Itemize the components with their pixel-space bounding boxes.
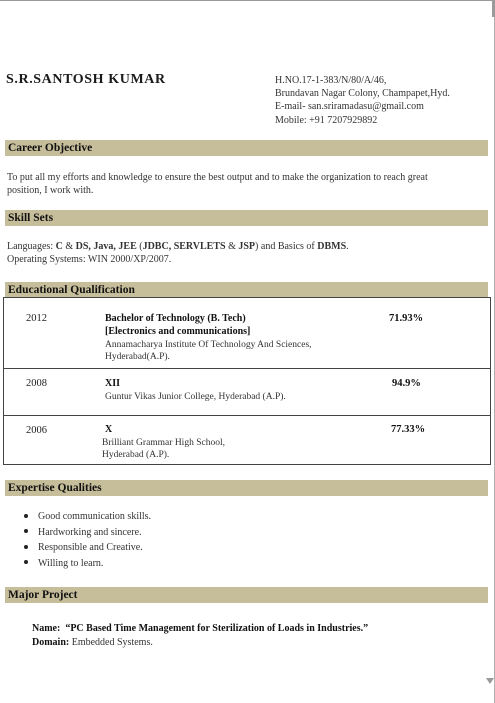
- contact-address: [275, 74, 450, 127]
- education-institute-line: Annamacharya Institute Of Technology And Sciences,: [105, 340, 312, 350]
- list-item: [24, 542, 151, 558]
- education-score: 71.93%: [389, 313, 424, 324]
- education-row: [4, 369, 490, 415]
- education-year: 2012: [26, 313, 47, 324]
- project-name-label: Name:: [32, 623, 61, 634]
- project-domain-value: Embedded Systems.: [71, 637, 153, 648]
- education-year: 2008: [26, 378, 47, 389]
- lang-amp2: &: [225, 241, 239, 252]
- career-objective-text: [7, 171, 487, 197]
- lang-tail: ) and Basics of: [255, 241, 318, 252]
- address-line: H.NO.17-1-383/N/80/A/46,: [275, 75, 387, 86]
- lang-end: .: [346, 241, 349, 252]
- bullet-icon: [24, 545, 28, 549]
- education-score: 94.9%: [392, 378, 421, 389]
- section-header-major-project: Major Project: [5, 587, 488, 603]
- os-line: Operating Systems: WIN 2000/XP/2007.: [7, 254, 172, 265]
- list-item: [24, 527, 151, 543]
- address-line: Brundavan Nagar Colony, Champapet,Hyd.: [275, 88, 450, 100]
- section-header-career-objective: Career Objective: [5, 140, 488, 156]
- email-line: E-mail- san.sriramadasu@gmail.com: [275, 101, 424, 113]
- languages-line: [7, 240, 349, 253]
- section-header-education: Educational Qualification: [5, 282, 488, 298]
- list-item-text: Good communication skills.: [38, 511, 152, 522]
- education-degree-branch: [Electronics and communications]: [105, 326, 251, 337]
- career-objective-line: position, I work with.: [7, 185, 94, 196]
- career-objective-line: To put all my efforts and knowledge to ensure the best output and to make the organization to reach great: [7, 172, 428, 183]
- lang-c: C: [55, 241, 63, 252]
- languages-prefix: Languages:: [7, 241, 56, 252]
- list-item-text: Willing to learn.: [38, 557, 104, 569]
- education-row: [4, 298, 490, 368]
- project-name-line: [32, 622, 368, 636]
- mobile-line: Mobile: +91 7207929892: [275, 114, 378, 126]
- section-header-expertise: Expertise Qualities: [5, 480, 488, 496]
- bullet-icon: [24, 560, 28, 564]
- education-institute-line: Hyderabad (A.P).: [102, 450, 170, 460]
- lang-amp: &: [62, 241, 76, 252]
- list-item: [24, 558, 151, 574]
- education-institute-line: Brilliant Grammar High School,: [102, 438, 225, 448]
- education-degree: X: [105, 424, 113, 435]
- candidate-name: S.R.SANTOSH KUMAR: [6, 72, 166, 87]
- lang-jdbc-servlets: JDBC, SERVLETS: [142, 241, 226, 252]
- education-degree: Bachelor of Technology (B. Tech): [105, 313, 246, 324]
- list-item-text: Hardworking and sincere.: [38, 526, 142, 538]
- education-institute: [102, 437, 225, 461]
- project-domain-label: Domain:: [32, 637, 70, 648]
- lang-jsp: JSP: [238, 241, 256, 252]
- education-table: [3, 297, 491, 465]
- bullet-icon: [24, 529, 28, 533]
- education-institute: Guntur Vikas Junior College, Hyderabad (A.P).: [105, 392, 286, 402]
- education-year: 2006: [26, 425, 47, 436]
- education-institute-line: Hyderabad(A.P).: [105, 352, 170, 362]
- project-domain-line: [32, 636, 368, 650]
- expertise-list: [24, 511, 151, 573]
- education-score: 77.33%: [391, 424, 426, 435]
- list-item-text: Responsible and Creative.: [38, 542, 143, 553]
- bullet-icon: [24, 514, 28, 518]
- education-institute: [105, 339, 312, 363]
- project-details: [32, 622, 368, 650]
- lang-dbms: DBMS: [317, 241, 347, 252]
- education-degree: XII: [105, 378, 121, 389]
- list-item: [24, 511, 151, 527]
- scroll-down-icon[interactable]: [486, 678, 494, 684]
- lang-ds-java-jee: DS, Java, JEE: [75, 241, 137, 252]
- skill-sets-text: [7, 240, 349, 266]
- project-name-value: “PC Based Time Management for Sterilization of Loads in Industries.”: [65, 623, 369, 634]
- page-top-border: [0, 0, 495, 1]
- section-header-skill-sets: Skill Sets: [5, 210, 488, 226]
- lang-mid: (: [136, 241, 143, 252]
- education-row: [4, 416, 490, 464]
